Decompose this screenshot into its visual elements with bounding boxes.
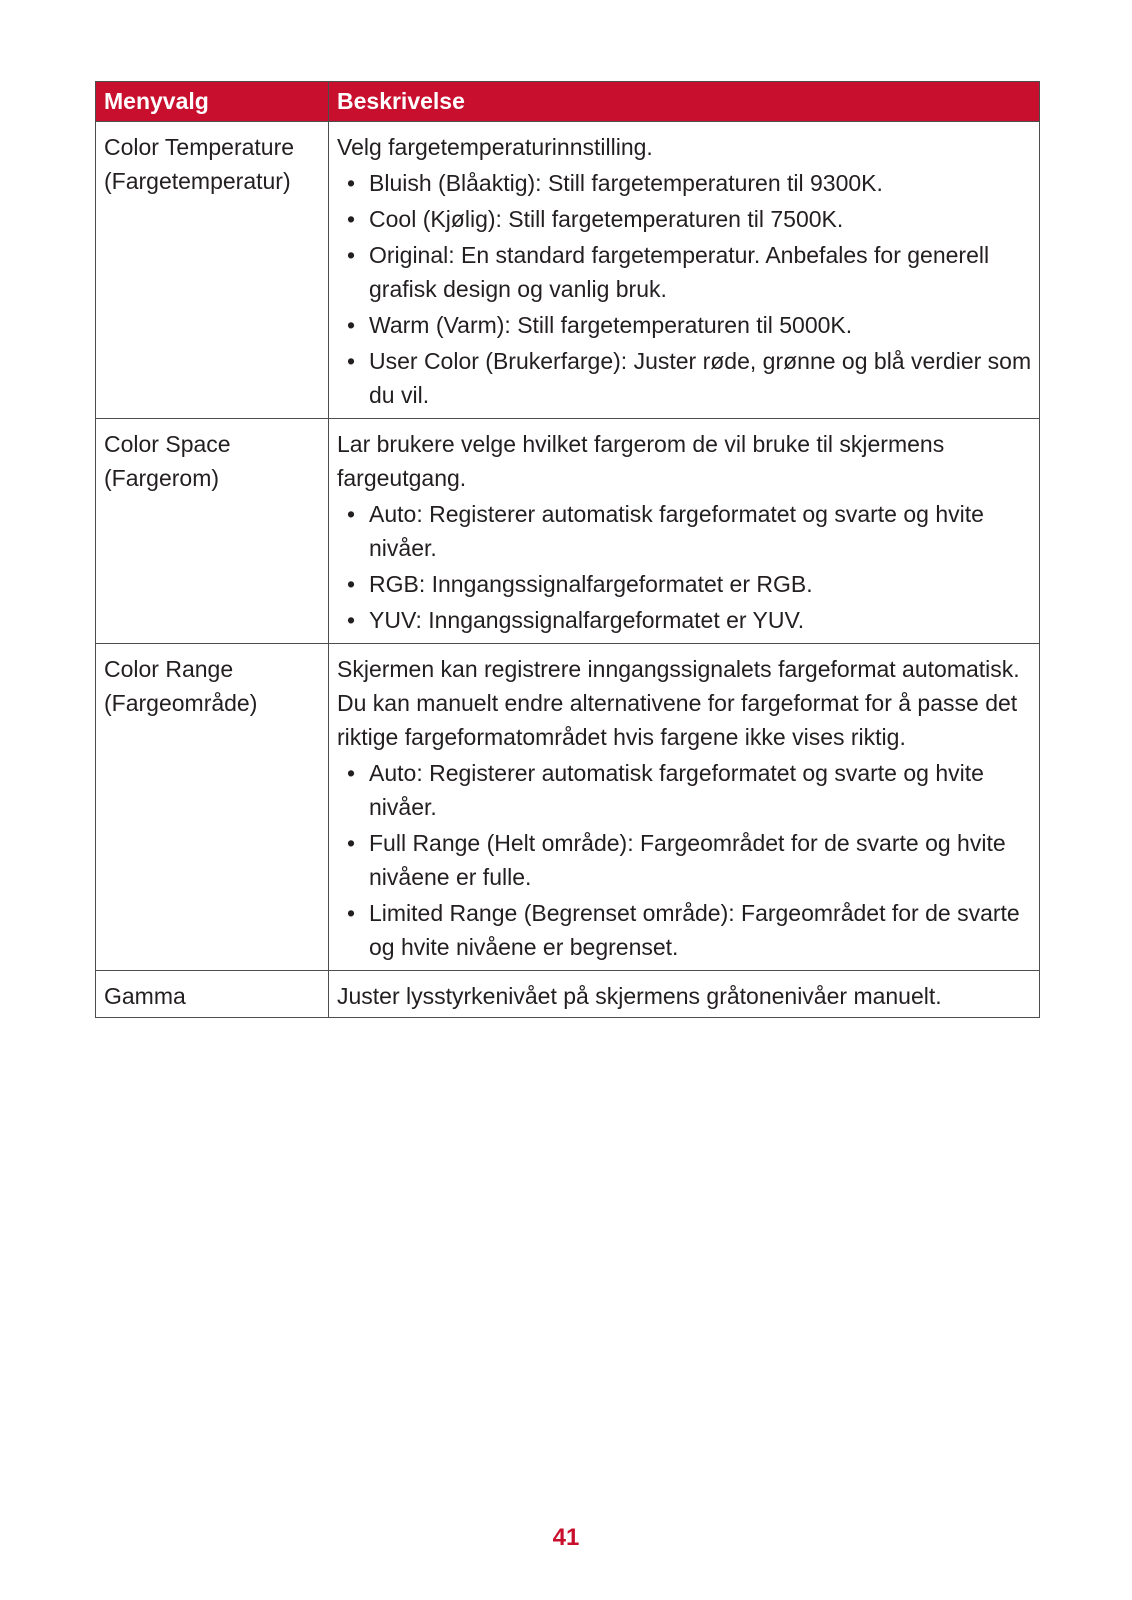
list-item bbox=[337, 344, 1033, 412]
description-cell bbox=[329, 122, 1040, 419]
list-item-text: Auto: Registerer automatisk fargeformatet og svarte og hvite nivåer. bbox=[369, 501, 984, 561]
list-item-text: Cool (Kjølig): Still fargetemperaturen til 7500K. bbox=[369, 206, 844, 232]
list-item-text: Bluish (Blåaktig): Still fargetemperaturen til 9300K. bbox=[369, 170, 883, 196]
menu-name-translation: (Fargeområde) bbox=[104, 690, 258, 716]
list-item-text: YUV: Inngangssignalfargeformatet er YUV. bbox=[369, 607, 805, 633]
list-item bbox=[337, 497, 1033, 565]
table-row bbox=[96, 644, 1040, 971]
bullet-icon: • bbox=[347, 170, 356, 196]
table-row bbox=[96, 419, 1040, 644]
bullet-icon: • bbox=[347, 830, 356, 856]
bullet-icon: • bbox=[347, 760, 356, 786]
bullet-list bbox=[337, 166, 1033, 412]
menu-name-translation: (Fargetemperatur) bbox=[104, 168, 291, 194]
list-item bbox=[337, 756, 1033, 824]
bullet-icon: • bbox=[347, 348, 356, 374]
page-number: 41 bbox=[552, 1524, 580, 1551]
menu-cell bbox=[96, 644, 329, 971]
bullet-icon: • bbox=[347, 501, 356, 527]
menu-name: Gamma bbox=[104, 983, 186, 1009]
settings-table bbox=[95, 81, 1040, 1018]
description-text: Velg fargetemperaturinnstilling. bbox=[337, 134, 653, 160]
header-description: Beskrivelse bbox=[329, 82, 1040, 122]
list-item-text: Auto: Registerer automatisk fargeformatet og svarte og hvite nivåer. bbox=[369, 760, 984, 820]
table-row bbox=[96, 122, 1040, 419]
list-item bbox=[337, 603, 1033, 637]
bullet-icon: • bbox=[347, 607, 356, 633]
menu-cell bbox=[96, 122, 329, 419]
list-item-text: Limited Range (Begrenset område): Fargeområdet for de svarte og hvite nivåene er begrenset. bbox=[369, 900, 1020, 960]
list-item bbox=[337, 567, 1033, 601]
description-cell bbox=[329, 971, 1040, 1018]
bullet-list bbox=[337, 497, 1033, 637]
menu-name: Color Range bbox=[104, 656, 234, 682]
list-item bbox=[337, 202, 1033, 236]
header-menu: Menyvalg bbox=[96, 82, 329, 122]
menu-cell bbox=[96, 419, 329, 644]
list-item bbox=[337, 166, 1033, 200]
bullet-list bbox=[337, 756, 1033, 964]
menu-cell bbox=[96, 971, 329, 1018]
description-text: Lar brukere velge hvilket fargerom de vil bruke til skjermens fargeutgang. bbox=[337, 431, 945, 491]
list-item-text: Warm (Varm): Still fargetemperaturen til 5000K. bbox=[369, 312, 853, 338]
table-header-row bbox=[96, 82, 1040, 122]
menu-name: Color Temperature bbox=[104, 134, 295, 160]
list-item-text: User Color (Brukerfarge): Juster røde, grønne og blå verdier som du vil. bbox=[369, 348, 1032, 408]
menu-name: Color Space bbox=[104, 431, 231, 457]
description-cell bbox=[329, 644, 1040, 971]
list-item bbox=[337, 896, 1033, 964]
list-item-text: Full Range (Helt område): Fargeområdet for de svarte og hvite nivåene er fulle. bbox=[369, 830, 1006, 890]
table-row bbox=[96, 971, 1040, 1018]
menu-name-translation: (Fargerom) bbox=[104, 465, 220, 491]
bullet-icon: • bbox=[347, 312, 356, 338]
description-text: Skjermen kan registrere inngangssignalets fargeformat automatisk. Du kan manuelt endre alternativene for fargeformat for å passe det riktige fargeformatområdet hvis fargene ikke vises riktig. bbox=[337, 656, 1020, 750]
bullet-icon: • bbox=[347, 571, 356, 597]
bullet-icon: • bbox=[347, 900, 356, 926]
list-item-text: RGB: Inngangssignalfargeformatet er RGB. bbox=[369, 571, 813, 597]
description-cell bbox=[329, 419, 1040, 644]
list-item-text: Original: En standard fargetemperatur. Anbefales for generell grafisk design og vanlig bruk. bbox=[369, 242, 990, 302]
bullet-icon: • bbox=[347, 242, 356, 268]
list-item bbox=[337, 238, 1033, 306]
description-text: Juster lysstyrkenivået på skjermens gråtonenivåer manuelt. bbox=[337, 983, 942, 1009]
list-item bbox=[337, 308, 1033, 342]
list-item bbox=[337, 826, 1033, 894]
bullet-icon: • bbox=[347, 206, 356, 232]
